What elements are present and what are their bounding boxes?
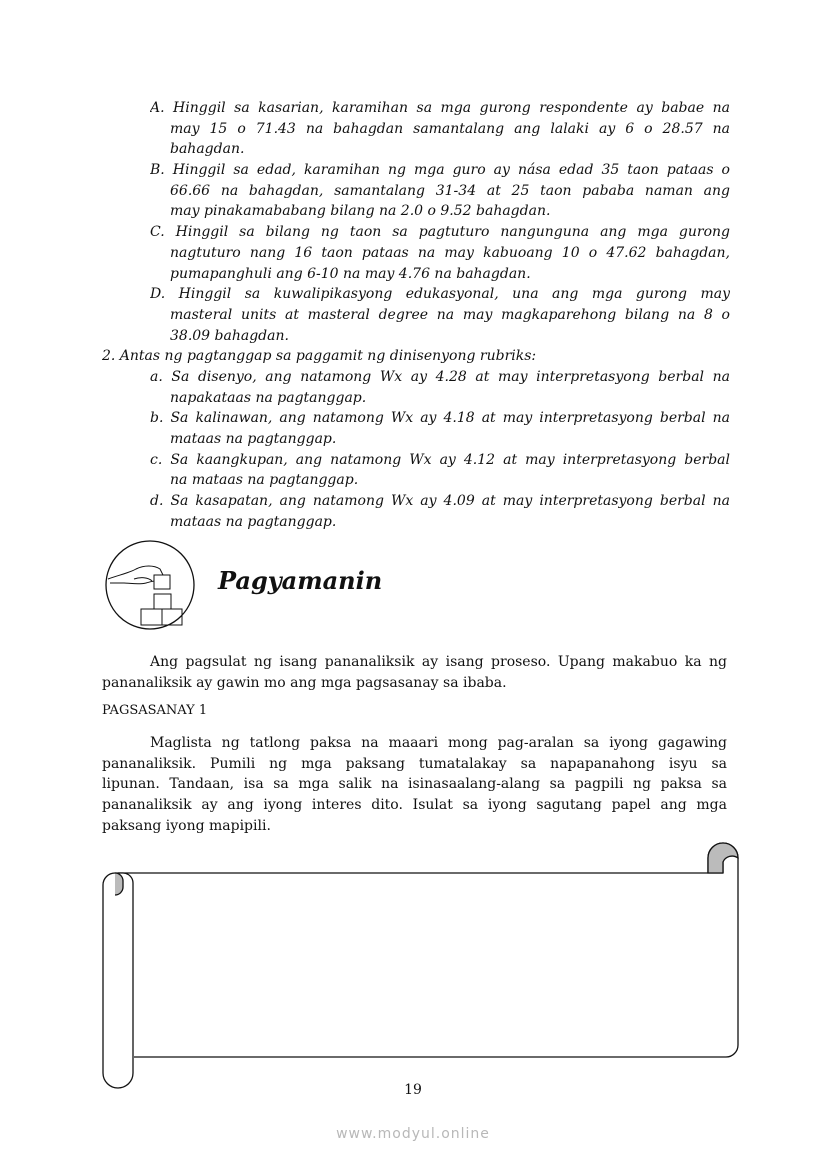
text-line: d. Sa kasapatan, ang natamong Wx ay 4.09 at may interpretasyong berbal na	[150, 493, 730, 510]
text-line: 38.09 bahagdan.	[170, 327, 289, 344]
text-line: 66.66 na bahagdan, samantalang 31-34 at 25 taon pababa naman ang	[170, 182, 730, 199]
section-title: Pagyamanin	[218, 566, 383, 595]
text-line: na mataas na pagtanggap.	[170, 472, 359, 489]
text-line: pumapanghuli ang 6-10 na may 4.76 na bahagdan.	[170, 265, 531, 282]
page-number: 19	[404, 1082, 422, 1098]
watermark: www.modyul.online	[336, 1126, 490, 1142]
text-line: c. Sa kaangkupan, ang natamong Wx ay 4.12 at may interpretasyong berbal	[150, 451, 730, 468]
text-line: Maglista ng tatlong paksa na maaari mong pag-aralan sa iyong gagawing	[150, 735, 727, 751]
rubric-list	[150, 367, 730, 533]
rubric-title: 2. Antas ng pagtanggap sa paggamit ng dinisenyong rubriks:	[102, 348, 537, 364]
text-line: pananaliksik ay gawin mo ang mga pagsasanay sa ibaba.	[102, 674, 507, 691]
exercise-label: PAGSASANAY 1	[102, 703, 208, 718]
text-line: mataas na pagtanggap.	[170, 431, 337, 448]
text-line: paksang iyong mapipili.	[102, 817, 271, 834]
text-line: may pinakamababang bilang na 2.0 o 9.52 bahagdan.	[170, 203, 551, 220]
text-line: b. Sa kalinawan, ang natamong Wx ay 4.18 at may interpretasyong berbal na	[150, 410, 730, 427]
text-line: bahagdan.	[170, 141, 245, 158]
hand-stacking-blocks-icon	[104, 539, 196, 631]
text-line: pananaliksik ay ang iyong interes dito. Isulat sa iyong sagutang papel ang mga	[102, 797, 727, 814]
text-line: lipunan. Tandaan, isa sa mga salik na isinasaalang-alang sa pagpili ng paksa sa	[102, 776, 727, 793]
text-line: a. Sa disenyo, ang natamong Wx ay 4.28 at may interpretasyong berbal na	[150, 369, 730, 385]
text-line: nagtuturo nang 16 taon pataas na may kabuoang 10 o 47.62 bahagdan,	[170, 244, 730, 261]
text-line: B. Hinggil sa edad, karamihan ng mga guro ay násа edad 35 taon pataas o	[150, 162, 730, 179]
text-line: Ang pagsulat ng isang pananaliksik ay isang proseso. Upang makabuo ka ng	[150, 654, 727, 670]
intro-paragraph	[102, 652, 727, 693]
text-line: pananaliksik. Pumili ng mga paksang tumatalakay sa napapanahong isyu sa	[102, 755, 727, 772]
text-line: C. Hinggil sa bilang ng taon sa pagtuturo nangunguna ang mga gurong	[150, 224, 730, 241]
text-line: may 15 o 71.43 na bahagdan samantalang ang lalaki ay 6 o 28.57 na	[170, 120, 730, 137]
text-line: A. Hinggil sa kasarian, karamihan sa mga gurong respondente ay babae na	[150, 100, 730, 116]
exercise-paragraph	[102, 733, 727, 836]
text-line: D. Hinggil sa kuwalipikasyong edukasyonal, una ang mga gurong may	[150, 286, 730, 303]
findings-list	[150, 98, 730, 346]
scroll-answer-box	[98, 840, 743, 1095]
text-line: mataas na pagtanggap.	[170, 513, 337, 530]
text-line: masteral units at masteral degree na may magkaparehong bilang na 8 o	[170, 306, 730, 323]
text-line: napakataas na pagtanggap.	[170, 389, 367, 406]
